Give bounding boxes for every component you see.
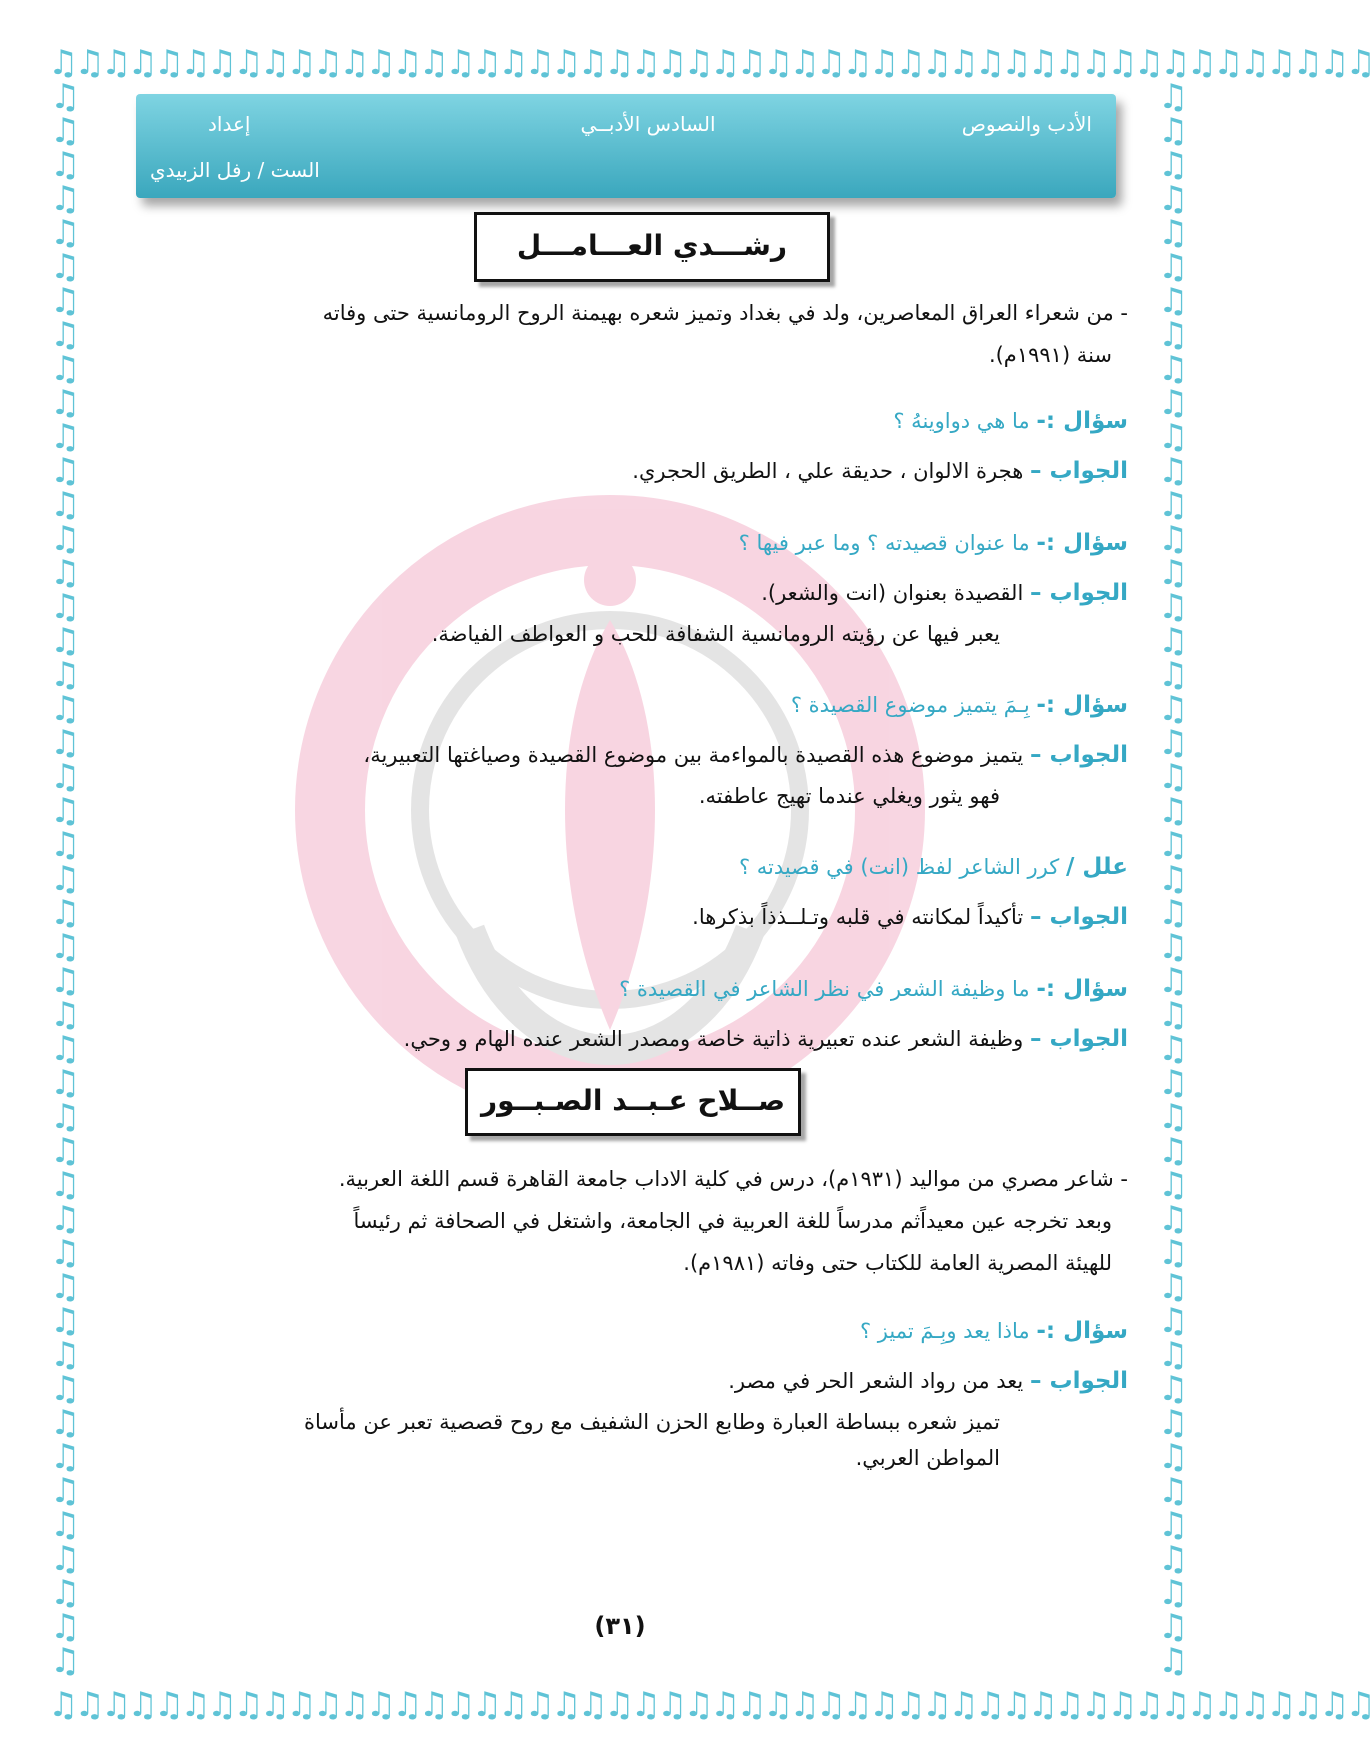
answer-label: الجواب – [1029, 1368, 1128, 1394]
question-text: ما وظيفة الشعر في نظر الشاعر في القصيدة ؟ [619, 977, 1030, 1001]
question-label: سؤال :- [1036, 408, 1128, 434]
answer [404, 1026, 1128, 1052]
answer [692, 904, 1128, 930]
question-label: سؤال :- [1036, 1318, 1128, 1344]
answer-text: يعد من رواد الشعر الحر في مصر. [728, 1369, 1024, 1393]
section-title-salah: صــلاح عـبــد الصـبــور [465, 1068, 801, 1136]
question-label: سؤال :- [1036, 976, 1128, 1002]
question [791, 692, 1128, 718]
answer-line: تميز شعره ببساطة العبارة وطابع الحزن الشفيف مع روح قصصية تعبر عن مأساة [304, 1410, 1000, 1434]
question [860, 1318, 1128, 1344]
prepared-by-label: إعداد [208, 112, 251, 136]
question [739, 854, 1128, 880]
section-title-rushdi: رشـــدي العـــامـــل [474, 212, 830, 282]
subject-label: الأدب والنصوص [961, 112, 1092, 136]
answer-label: الجواب – [1029, 580, 1128, 606]
poet-bio [108, 292, 1128, 376]
poet-bio [108, 1158, 1128, 1284]
answer-label: الجواب – [1029, 742, 1128, 768]
answer-continuation [120, 1410, 1000, 1482]
question-label: سؤال :- [1036, 692, 1128, 718]
question-text: بِـمَ يتميز موضوع القصيدة ؟ [790, 693, 1030, 717]
music-note-border-left: ♫ ♫ ♫ ♫ ♫ ♫ ♫ ♫ ♫ ♫ ♫ ♫ ♫ ♫ ♫ ♫ ♫ ♫ ♫ ♫ ♫ ♫ ♫ ♫ ♫ ♫ ♫ ♫ ♫ ♫ ♫ ♫ ♫ ♫ ♫ ♫ ♫ ♫ ♫ ♫ ♫ ♫ ♫ ♫ ♫ ♫ ♫ [50, 77, 77, 1681]
question-label: سؤال :- [1036, 530, 1128, 556]
bio-line: - شاعر مصري من مواليد (١٩٣١م)، درس في كلية الاداب جامعة القاهرة قسم اللغة العربية. [338, 1167, 1128, 1191]
question-label: علل / [1065, 854, 1128, 880]
answer-label: الجواب – [1029, 458, 1128, 484]
question-text: ماذا يعد وبِـمَ تميز ؟ [859, 1319, 1030, 1343]
question [739, 530, 1128, 556]
bio-line: للهيئة المصرية العامة للكتاب حتى وفاته (١٩٨١م). [683, 1251, 1112, 1275]
answer-text: هجرة الالوان ، حديقة علي ، الطريق الحجري. [632, 459, 1024, 483]
answer [632, 458, 1128, 484]
answer-text: تأكيداً لمكانته في قلبه وتـلــذذاً بذكرها. [692, 905, 1024, 929]
question-text: ما هي دواوينهُ ؟ [893, 409, 1030, 433]
answer-continuation: يعبر فيها عن رؤيته الرومانسية الشفافة للحب و العواطف الفياضة. [431, 622, 1000, 646]
answer-text: وظيفة الشعر عنده تعبيرية ذاتية خاصة ومصدر الشعر عنده الهام و وحي. [403, 1027, 1024, 1051]
bio-line: سنة (١٩٩١م). [988, 343, 1112, 367]
music-note-border-bottom: ♫♫♫♫♫♫♫♫♫♫♫♫♫♫♫♫♫♫♫♫♫♫♫♫♫♫♫♫♫♫♫♫♫♫♫♫♫♫♫♫♫♫♫♫♫♫♫♫♫♫ [48, 1685, 1372, 1725]
answer [728, 1368, 1128, 1394]
answer-label: الجواب – [1029, 904, 1128, 930]
answer-text: القصيدة بعنوان (انت والشعر). [761, 581, 1024, 605]
music-note-border-top: ♫♫♫♫♫♫♫♫♫♫♫♫♫♫♫♫♫♫♫♫♫♫♫♫♫♫♫♫♫♫♫♫♫♫♫♫♫♫♫♫♫♫♫♫♫♫♫♫♫♫ [48, 43, 1372, 83]
music-note-border-right: ♫ ♫ ♫ ♫ ♫ ♫ ♫ ♫ ♫ ♫ ♫ ♫ ♫ ♫ ♫ ♫ ♫ ♫ ♫ ♫ ♫ ♫ ♫ ♫ ♫ ♫ ♫ ♫ ♫ ♫ ♫ ♫ ♫ ♫ ♫ ♫ ♫ ♫ ♫ ♫ ♫ ♫ ♫ ♫ ♫ ♫ ♫ [1158, 77, 1185, 1681]
answer-text: يتميز موضوع هذه القصيدة بالمواءمة بين موضوع القصيدة وصياغتها التعبيرية، [363, 743, 1024, 767]
bio-line: وبعد تخرجه عين معيداًثم مدرساً للغة العربية في الجامعة، واشتغل في الصحافة ثم رئيساً [353, 1209, 1112, 1233]
question [893, 408, 1128, 434]
answer-label: الجواب – [1029, 1026, 1128, 1052]
grade-label: السادس الأدبــي [580, 112, 716, 136]
question [619, 976, 1128, 1002]
answer [761, 580, 1128, 606]
question-text: كرر الشاعر لفظ (انت) في قصيدته ؟ [738, 855, 1060, 879]
question-text: ما عنوان قصيدته ؟ وما عبر فيها ؟ [738, 531, 1030, 555]
answer [363, 742, 1128, 768]
answer-line: المواطن العربي. [855, 1446, 1000, 1470]
page-number: (٣١) [594, 1612, 646, 1640]
header-banner [136, 94, 1116, 198]
answer-continuation: فهو يثور ويغلي عندما تهيج عاطفته. [698, 784, 1000, 808]
bio-line: - من شعراء العراق المعاصرين، ولد في بغداد وتميز شعره بهيمنة الروح الرومانسية حتى وفاته [322, 301, 1128, 325]
author-label: الست / رفل الزبيدي [150, 158, 320, 182]
